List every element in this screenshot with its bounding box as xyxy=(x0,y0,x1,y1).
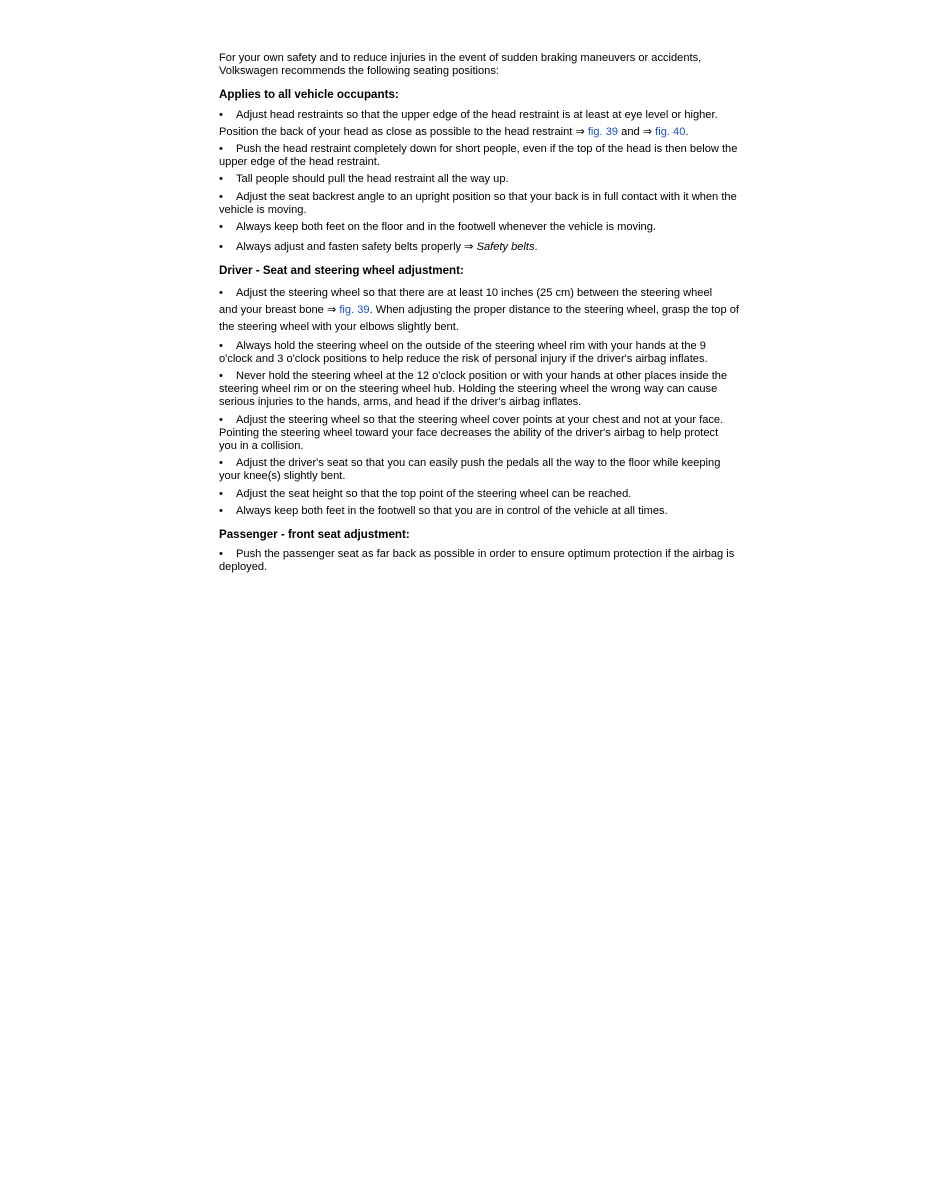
head-position-paragraph: Position the back of your head as close as possible to the head restraint ⇒ fig. 39 and ⇒ fig. 40. xyxy=(219,125,689,138)
document-page xyxy=(219,52,739,579)
list-item: • Always keep both feet in the footwell so that you are in control of the vehicle at all times. xyxy=(219,504,668,517)
list-item: • Tall people should pull the head restraint all the way up. xyxy=(219,173,509,186)
bullet-icon: • xyxy=(219,221,223,234)
bullet-icon: • xyxy=(219,190,223,203)
fig-40-link[interactable]: fig. 40 xyxy=(655,125,686,138)
list-item: • Adjust the steering wheel so that the steering wheel cover points at your chest and not at your face. Pointing the steering wheel toward your face decreases the ability of the driver's airbag to help protect you in a collision. xyxy=(219,413,724,453)
fig-39-link[interactable]: fig. 39 xyxy=(587,125,619,138)
section-heading-driver: Driver - Seat and steering wheel adjustment: xyxy=(219,264,464,278)
intro-line-2: Volkswagen recommends the following seating positions: xyxy=(219,65,499,78)
list-item: • Adjust the steering wheel so that there are at least 10 inches (25 cm) between the steering wheel and your breast bone ⇒ fig. 39. When adjusting the proper distance to the steering wheel, grasp the top of the steering wheel with your elbows slightly bent. xyxy=(219,286,739,333)
list-item: • Always keep both feet on the floor and in the footwell whenever the vehicle is moving. xyxy=(219,221,656,234)
arrow-icon: ⇒ xyxy=(575,125,585,138)
arrow-icon: ⇒ xyxy=(326,303,337,316)
bullet-icon: • xyxy=(219,339,223,352)
list-item: • Adjust the seat backrest angle to an upright position so that your back is in full contact with it when the vehicle is moving. xyxy=(219,190,737,216)
list-item: • Adjust the driver's seat so that you can easily push the pedals all the way to the floor while keeping your knee(s) slightly bent. xyxy=(219,457,721,483)
bullet-icon: • xyxy=(219,548,223,561)
list-item: • Always hold the steering wheel on the outside of the steering wheel rim with your hands at the 9 o'clock and 3 o'clock positions to help reduce the risk of personal injury if the driver's airbag inflates. xyxy=(219,339,708,365)
list-item: • Always adjust and fasten safety belts properly ⇒ Safety belts. xyxy=(219,241,538,254)
bullet-icon: • xyxy=(219,413,223,426)
list-item: • Never hold the steering wheel at the 12 o'clock position or with your hands at other places inside the steering wheel rim or on the steering wheel hub. Holding the steering wheel the wrong way can cause serious injuries to the hands, arms, and head if the driver's airbag inflates. xyxy=(219,370,728,409)
bullet-icon: • xyxy=(219,370,223,383)
list-item: • Adjust the seat height so that the top point of the steering wheel can be reached. xyxy=(219,487,632,500)
list-item: • Push the passenger seat as far back as possible in order to ensure optimum protection if the airbag is deployed. xyxy=(219,548,735,574)
bullet-icon: • xyxy=(219,487,223,500)
intro-line-1: For your own safety and to reduce injuries in the event of sudden braking maneuvers or accidents, xyxy=(219,52,702,64)
bullet-icon: • xyxy=(219,286,223,299)
safety-belts-link[interactable]: Safety belts xyxy=(476,241,535,254)
fig-39-link[interactable]: fig. 39 xyxy=(339,303,370,316)
bullet-icon: • xyxy=(219,504,223,517)
section-heading-passenger: Passenger - front seat adjustment: xyxy=(219,528,410,542)
bullet-icon: • xyxy=(219,143,223,156)
arrow-icon: ⇒ xyxy=(464,241,474,254)
section-heading-all-occupants: Applies to all vehicle occupants: xyxy=(219,88,399,102)
arrow-icon: ⇒ xyxy=(642,125,653,138)
list-item: • Push the head restraint completely down for short people, even if the top of the head is then below the upper edge of the head restraint. xyxy=(219,143,738,169)
bullet-icon: • xyxy=(219,241,223,254)
list-item: • Adjust head restraints so that the upper edge of the head restraint is at least at eye level or higher. xyxy=(219,108,718,121)
bullet-icon: • xyxy=(219,457,223,470)
bullet-icon: • xyxy=(219,108,223,121)
intro-paragraph xyxy=(219,52,739,78)
bullet-icon: • xyxy=(219,173,223,186)
